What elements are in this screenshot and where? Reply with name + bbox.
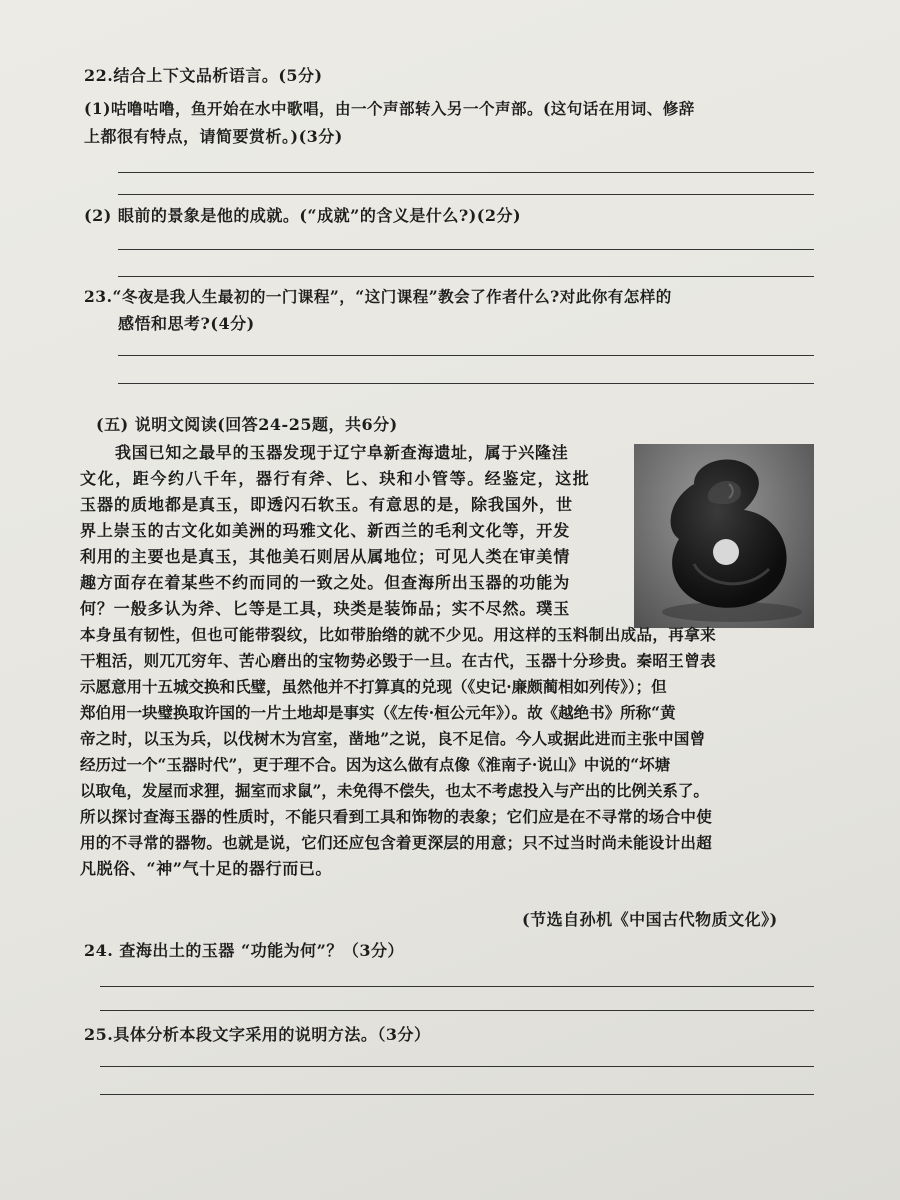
passage-line: 郑伯用一块璧换取许国的一片土地却是事实（《左传·桓公元年》）。故《越绝书》所称“黄 [80, 703, 676, 722]
passage-line: 利用的主要也是真玉，其他美石则居从属地位；可见人类在审美情 [80, 547, 571, 566]
expository-passage [80, 440, 820, 882]
q24-text: 24. 查海出土的玉器 “功能为何”？（3分） [84, 941, 405, 960]
passage-line: 经历过一个“玉器时代”，更于理不合。因为这么做有点像《淮南子·说山》中说的“坏塘 [80, 755, 671, 774]
passage-line: 用的不寻常的器物。也就是说，它们还应包含着更深层的用意；只不过当时尚未能设计出超 [80, 833, 713, 852]
answer-line[interactable] [100, 1094, 814, 1095]
answer-line[interactable] [100, 1010, 814, 1011]
answer-line[interactable] [100, 986, 814, 987]
passage-line: 趣方面存在着某些不约而同的一致之处。但查海所出玉器的功能为 [80, 573, 571, 592]
answer-line[interactable] [118, 172, 814, 173]
passage-line: 以取龟，发屋而求狸，掘室而求鼠”，未免得不偿失，也太不考虑投入与产出的比例关系了。 [80, 781, 709, 800]
passage-line: 帝之时，以玉为兵，以伐树木为宫室，凿地”之说，良不足信。今人或据此进而主张中国曾 [80, 729, 706, 748]
answer-line[interactable] [118, 194, 814, 195]
passage-line: 所以探讨查海玉器的性质时，不能只看到工具和饰物的表象；它们应是在不寻常的场合中使 [80, 807, 713, 826]
q22-sub1-line1: (1)咕噜咕噜，鱼开始在水中歌唱，由一个声部转入另一个声部。(这句话在用词、修辞 [84, 99, 695, 118]
passage-line: 何？一般多认为斧、匕等是工具，玦类是装饰品；实不尽然。璞玉 [80, 599, 571, 618]
answer-line[interactable] [118, 249, 814, 250]
q25-text: 25.具体分析本段文字采用的说明方法。（3分） [84, 1025, 431, 1044]
passage-source: (节选自孙机《中国古代物质文化》) [522, 910, 778, 929]
passage-line: 我国已知之最早的玉器发现于辽宁阜新查海遗址，属于兴隆洼 [115, 443, 569, 462]
q22-sub2: (2) 眼前的景象是他的成就。(“成就”的含义是什么?)(2分) [84, 206, 522, 225]
answer-line[interactable] [118, 383, 814, 384]
answer-line[interactable] [100, 1066, 814, 1067]
passage-line: 文化，距今约八千年，器行有斧、匕、玦和小管等。经鉴定，这批 [80, 469, 591, 488]
q22-sub1-line2: 上都很有特点，请简要赏析。)(3分) [84, 127, 343, 146]
q22-title: 22.结合上下文品析语言。(5分) [84, 66, 323, 85]
section5-heading: (五) 说明文阅读(回答24-25题，共6分) [96, 415, 398, 434]
q23-line1: 23.“冬夜是我人生最初的一门课程”，“这门课程”教会了作者什么?对此你有怎样的 [84, 287, 672, 306]
answer-line[interactable] [118, 355, 814, 356]
passage-line: 示愿意用十五城交换和氏璧，虽然他并不打算真的兑现（《史记·廉颇蔺相如列传》）；但 [80, 677, 667, 696]
passage-line: 本身虽有韧性，但也可能带裂纹，比如带胎绺的就不少见。用这样的玉料制出成品，再拿来 [80, 625, 717, 644]
passage-line: 干粗活，则兀兀穷年、苦心磨出的宝物势必毁于一旦。在古代，玉器十分珍贵。秦昭王曾表 [80, 651, 717, 670]
passage-line: 界上崇玉的古文化如美洲的玛雅文化、新西兰的毛利文化等，开发 [80, 521, 571, 540]
q23-line2: 感悟和思考?(4分) [118, 314, 255, 333]
passage-line: 凡脱俗、“神”气十足的器行而已。 [80, 859, 333, 878]
answer-line[interactable] [118, 276, 814, 277]
passage-line: 玉器的质地都是真玉，即透闪石软玉。有意思的是，除我国外，世 [80, 495, 574, 514]
